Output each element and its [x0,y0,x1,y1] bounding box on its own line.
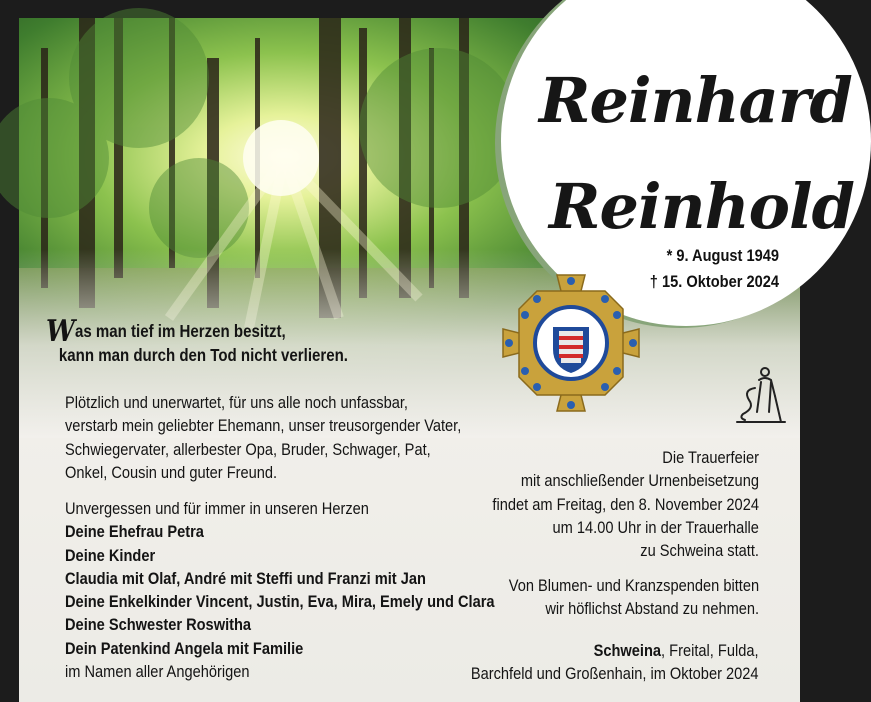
mourner-line: Dein Patenkind Angela mit Familie [65,638,304,658]
place-date [471,639,759,686]
mourner-line: Deine Kinder [65,545,156,565]
place-line-2: Barchfeld und Großenhain, im Oktober 2024 [471,664,759,684]
quote-initial: W [46,314,75,349]
deceased-first-name: Reinhard [539,64,852,137]
funeral-line: zu Schweina statt. [640,541,759,561]
mourner-line: Claudia mit Olaf, André mit Steffi und Franzi mit Jan [65,568,426,588]
place-rest: , Freital, Fulda, [661,641,759,660]
flowers-line: wir höflichst Abstand zu nehmen. [545,599,759,619]
funeral-line: Die Trauerfeier [662,448,759,467]
flowers-line: Von Blumen- und Kranzspenden bitten [508,576,759,595]
mourners-outro: im Namen aller Angehörigen [65,662,250,682]
obituary-card [19,18,854,702]
quote-line-2: kann man durch den Tod nicht verlieren. [58,345,348,365]
place-bold: Schweina [594,641,662,660]
announcement-line: Onkel, Cousin und guter Freund. [65,462,278,482]
quote-line-1: as man tief im Herzen besitzt, [74,321,286,341]
life-dates [641,243,779,295]
mourners [65,497,495,683]
mourner-line: Deine Schwester Roswitha [65,615,252,635]
death-date: † 15. Oktober 2024 [649,272,779,291]
deceased-last-name: Reinhold [549,170,854,243]
funeral-info [492,446,759,562]
mourners-intro: Unvergessen und für immer in unseren Herzen [65,499,369,518]
announcement [65,391,461,484]
mourner-line: Deine Ehefrau Petra [65,522,204,542]
announcement-line: Schwiegervater, allerbester Opa, Bruder, Schwager, Pat, [65,439,431,459]
funeral-home-logo [735,366,787,426]
announcement-line: Plötzlich und unerwartet, für uns alle noch unfassbar, [65,393,408,412]
flowers-note [509,574,759,621]
funeral-line: mit anschließender Urnenbeisetzung [520,471,759,491]
announcement-line: verstarb mein geliebter Ehemann, unser treusorgender Vater, [65,416,462,436]
order-badge-icon [497,269,645,417]
funeral-line: findet am Freitag, den 8. November 2024 [492,494,759,514]
quote [46,314,348,367]
mourner-line: Deine Enkelkinder Vincent, Justin, Eva, Mira, Emely und Clara [65,592,495,612]
birth-date: * 9. August 1949 [666,246,779,265]
funeral-line: um 14.00 Uhr in der Trauerhalle [552,517,759,537]
